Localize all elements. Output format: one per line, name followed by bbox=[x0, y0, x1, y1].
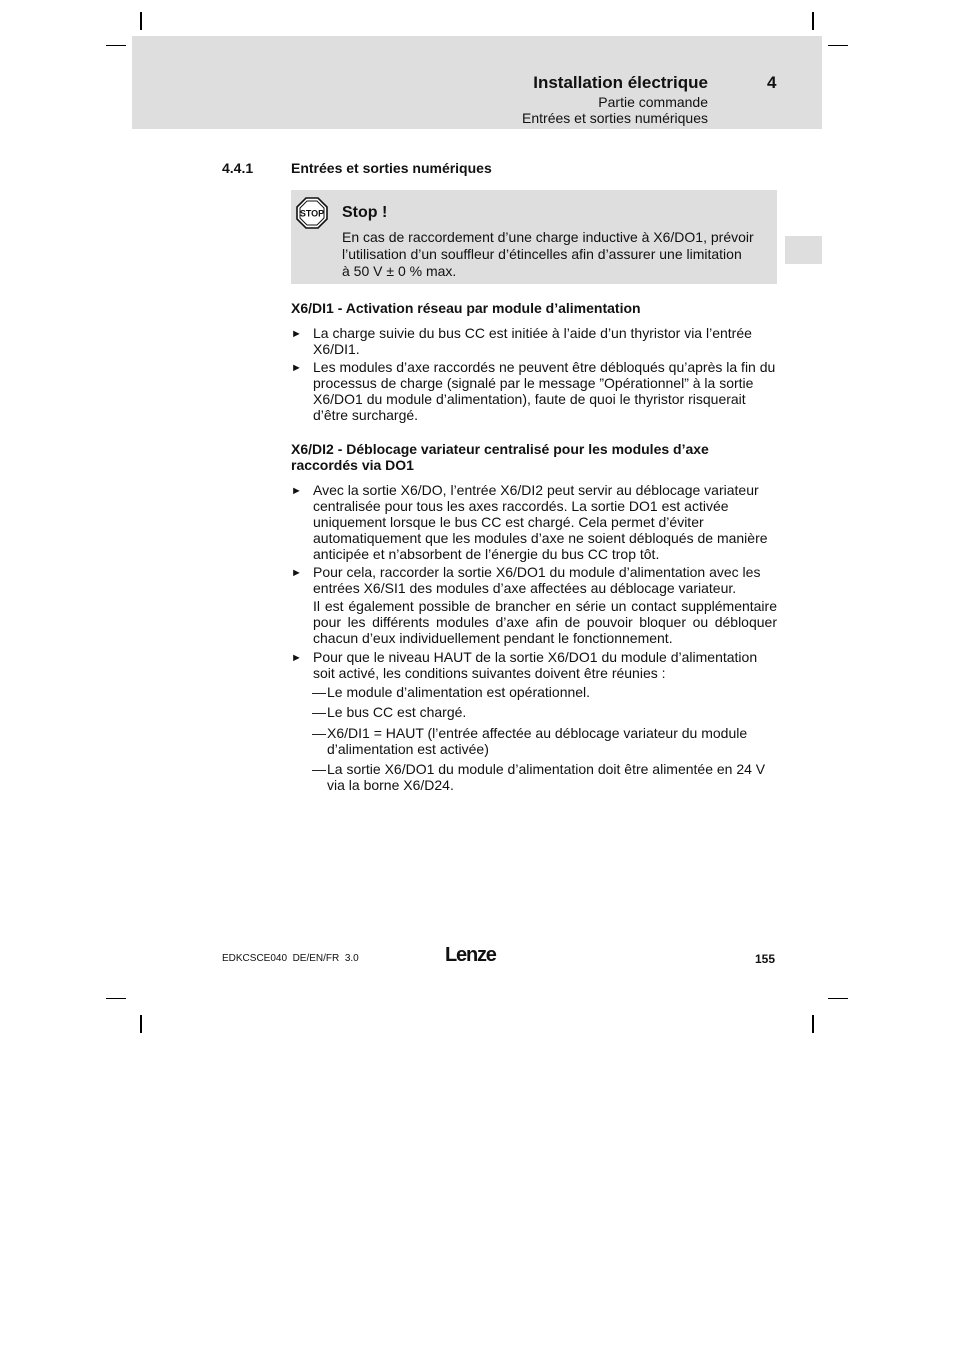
header-subtitle: Entrées et sorties numériques bbox=[522, 110, 708, 126]
lenze-logo: Lenze bbox=[445, 944, 496, 966]
bullet-icon: ► bbox=[291, 362, 302, 374]
stop-text-line: En cas de raccordement d’une charge inductive à X6/DO1, prévoir bbox=[342, 229, 754, 245]
stop-text bbox=[342, 229, 772, 280]
dash-icon: — bbox=[312, 684, 326, 700]
condition-item: La sortie X6/DO1 du module d’alimentation doit être alimentée en 24 V via la borne X6/D24. bbox=[327, 761, 766, 793]
document-id: EDKCSCE040 DE/EN/FR 3.0 bbox=[222, 953, 359, 964]
stop-icon-label: STOP bbox=[299, 208, 325, 219]
bullet-icon: ► bbox=[291, 567, 302, 579]
crop-mark bbox=[828, 45, 848, 46]
list-item: Pour cela, raccorder la sortie X6/DO1 du module d’alimentation avec les entrées X6/SI1 des modules d’axe affectées au déblocage variateur. bbox=[313, 564, 761, 596]
list-item: Pour que le niveau HAUT de la sortie X6/DO1 du module d’alimentation soit activé, les conditions suivantes doivent être réunies : bbox=[313, 649, 758, 681]
bullet-icon: ► bbox=[291, 328, 302, 340]
header-subtitle: Partie commande bbox=[598, 94, 708, 110]
list-item: Les modules d’axe raccordés ne peuvent être débloqués qu’après la fin du processus de charge (signalé par le message ”Opérationnel” à la sortie X6/DO1 du module d’alimentation), faute de quoi le thyristor risquerait d’être surchargé. bbox=[313, 359, 776, 423]
crop-mark bbox=[812, 1015, 814, 1033]
crop-mark bbox=[828, 998, 848, 999]
dash-icon: — bbox=[312, 761, 326, 777]
crop-mark bbox=[812, 12, 814, 30]
di2-heading: X6/DI2 - Déblocage variateur centralisé pour les modules d’axe raccordés via DO1 bbox=[291, 441, 709, 473]
side-tab bbox=[785, 236, 822, 264]
stop-text-line: à 50 V ± 0 % max. bbox=[342, 263, 457, 279]
condition-item: Le bus CC est chargé. bbox=[327, 704, 467, 720]
condition-item: Le module d’alimentation est opérationnel. bbox=[327, 684, 591, 700]
dash-icon: — bbox=[312, 704, 326, 720]
crop-mark bbox=[140, 1015, 142, 1033]
list-item: Avec la sortie X6/DO, l’entrée X6/DI2 peut servir au déblocage variateur centralisée pour tous les axes raccordés. La sortie DO1 est activée uniquement lorsque le bus CC est chargé. Cela permet d’éviter automatiquement que les modules d’axe ne soient débloqués de manière anticipée et n’absorbent de l’énergie du bus CC trop tôt. bbox=[313, 482, 768, 562]
list-item: La charge suivie du bus CC est initiée à l’aide d’un thyristor via l’entrée X6/DI1. bbox=[313, 325, 752, 357]
condition-item: X6/DI1 = HAUT (l’entrée affectée au déblocage variateur du module d’alimentation est activée) bbox=[327, 725, 748, 757]
section-number: 4.4.1 bbox=[222, 160, 254, 176]
section-title: Entrées et sorties numériques bbox=[291, 160, 492, 176]
crop-mark bbox=[140, 12, 142, 30]
chapter-number: 4 bbox=[767, 73, 777, 92]
stop-icon bbox=[296, 197, 328, 229]
header-band bbox=[132, 36, 822, 129]
chapter-title: Installation électrique bbox=[533, 73, 708, 92]
stop-title: Stop ! bbox=[342, 204, 388, 221]
crop-mark bbox=[106, 998, 126, 999]
bullet-icon: ► bbox=[291, 652, 302, 664]
extra-paragraph: Il est également possible de brancher en série un contact supplémentaire pour les différents modules d’axe afin de pouvoir bloquer ou débloquer chacun d’eux individuellement pendant le fonctionnement. bbox=[313, 598, 777, 646]
stop-text-line: l’utilisation d’un souffleur d’étincelles afin d’assurer une limitation bbox=[342, 246, 742, 262]
bullet-icon: ► bbox=[291, 485, 302, 497]
dash-icon: — bbox=[312, 725, 326, 741]
di1-heading: X6/DI1 - Activation réseau par module d’alimentation bbox=[291, 300, 641, 316]
crop-mark bbox=[106, 45, 126, 46]
page-number: 155 bbox=[755, 952, 776, 966]
